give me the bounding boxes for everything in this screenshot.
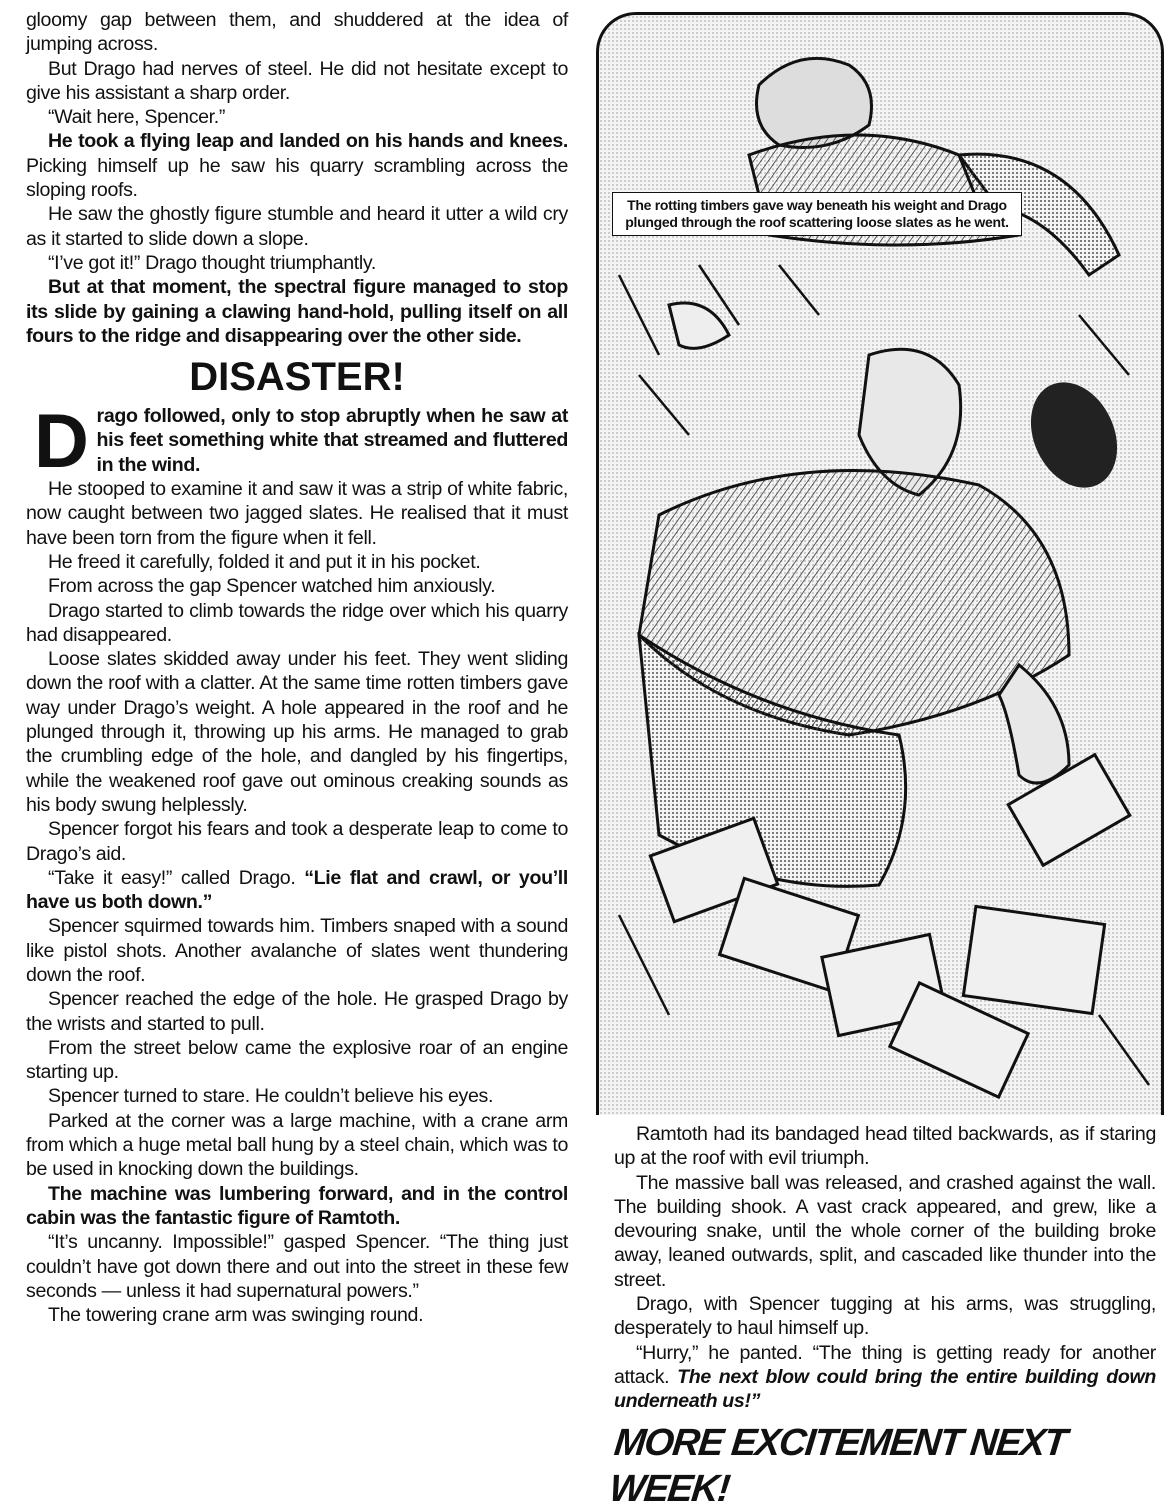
paragraph [26,866,568,915]
paragraph: “Wait here, Spencer.” [48,106,226,129]
illustration-drawing [599,15,1161,1115]
paragraph-dropcap [26,399,568,485]
section-heading: DISASTER! [189,355,405,400]
paragraph: gloomy gap between them, and shuddered at the idea of jumping across. [26,9,568,56]
paragraph: “It’s uncanny. Impossible!” gasped Spencer. “The thing just couldn’t have got down there and out into the street in these few seconds — unless it had supernatural powers.” [26,1231,568,1302]
paragraph: Parked at the corner was a large machine, with a crane arm from which a huge metal ball hung by a steel chain, which was to be used in knocking down the buildings. [26,1109,568,1181]
paragraph: Drago started to climb towards the ridge over which his quarry had disappeared. [26,599,568,646]
comic-illustration-panel [596,12,1164,1115]
paragraph: He freed it carefully, folded it and put it in his pocket. [48,550,481,573]
paragraph: Spencer reached the edge of the hole. He grasped Drago by the wrists and started to pull. [26,988,568,1035]
paragraph [26,129,568,202]
story-right-column [614,1122,1156,1414]
sentence: “Take it easy!” called Drago. [48,866,305,889]
bold-sentence: The next blow could bring the entire building down underneath us!” [614,1365,1156,1413]
paragraph: Loose slates skidded away under his feet. They went sliding down the roof with a clatter. At the same time rotten timbers gave way under Drago’s weight. A hole appeared in the roof and he plunged through it, throwing up his arms. He managed to grab the crumbling edge of the hole, and dangled by his fingertips, while the weakened roof gave out ominous creaking sounds as his body swung helplessly. [26,648,568,816]
paragraph: Spencer forgot his fears and took a desperate leap to come to Drago’s aid. [26,818,568,865]
paragraph: The massive ball was released, and crashed against the wall. The building shook. A vast crack appeared, and grew, like a devouring snake, until the whole corner of the building broke away, leaned outwards, split, and cascaded like thunder into the street. [614,1171,1156,1291]
sentence: Picking himself up he saw his quarry scrambling across the sloping roofs. [26,154,568,202]
paragraph: Ramtoth had its bandaged head tilted backwards, as if staring up at the roof with evil triumph. [614,1123,1156,1170]
paragraph: Spencer turned to stare. He couldn’t believe his eyes. [48,1085,494,1108]
paragraph: He stooped to examine it and saw it was a strip of white fabric, now caught between two jagged slates. He realised that it must have been torn from the figure when it fell. [26,478,568,549]
bold-sentence: “Lie flat and crawl, or you’ll have us both down.” [26,866,568,914]
sentence: rago followed, only to stop abruptly when he saw at his feet something white that streamed and fluttered in the wind. [96,405,568,476]
bold-sentence: He took a flying leap and landed on his hands and knees. [48,130,568,153]
sentence: “Hurry,” he panted. “The thing is getting ready for another attack. [614,1341,1156,1388]
paragraph: From across the gap Spencer watched him anxiously. [48,575,496,598]
drop-cap: D [34,399,89,485]
paragraph: The towering crane arm was swinging round. [48,1304,424,1327]
paragraph: He saw the ghostly figure stumble and heard it utter a wild cry as it started to slide down a slope. [26,203,568,250]
paragraph [614,1341,1156,1414]
story-left-column [26,8,568,1327]
paragraph: Spencer squirmed towards him. Timbers snaped with a sound like pistol shots. Another avalanche of slates went thundering down the roof. [26,915,568,986]
paragraph: “I’ve got it!” Drago thought triumphantly. [48,251,376,274]
paragraph: Drago, with Spencer tugging at his arms, was struggling, desperately to haul himself up. [614,1293,1156,1340]
paragraph: The machine was lumbering forward, and in the control cabin was the fantastic figure of Ramtoth. [26,1182,568,1229]
panel-caption: The rotting timbers gave way beneath his weight and Drago plunged through the roof scattering loose slates as he went. [612,192,1022,236]
next-week-tagline: MORE EXCITEMENT NEXT WEEK! [607,1422,1068,1510]
paragraph: But Drago had nerves of steel. He did not hesitate except to give his assistant a sharp order. [26,57,568,104]
paragraph: From the street below came the explosive roar of an engine starting up. [26,1036,568,1084]
paragraph: But at that moment, the spectral figure managed to stop its slide by gaining a clawing hand-hold, pulling itself on all fours to the ridge and disappearing over the other side. [26,276,568,347]
